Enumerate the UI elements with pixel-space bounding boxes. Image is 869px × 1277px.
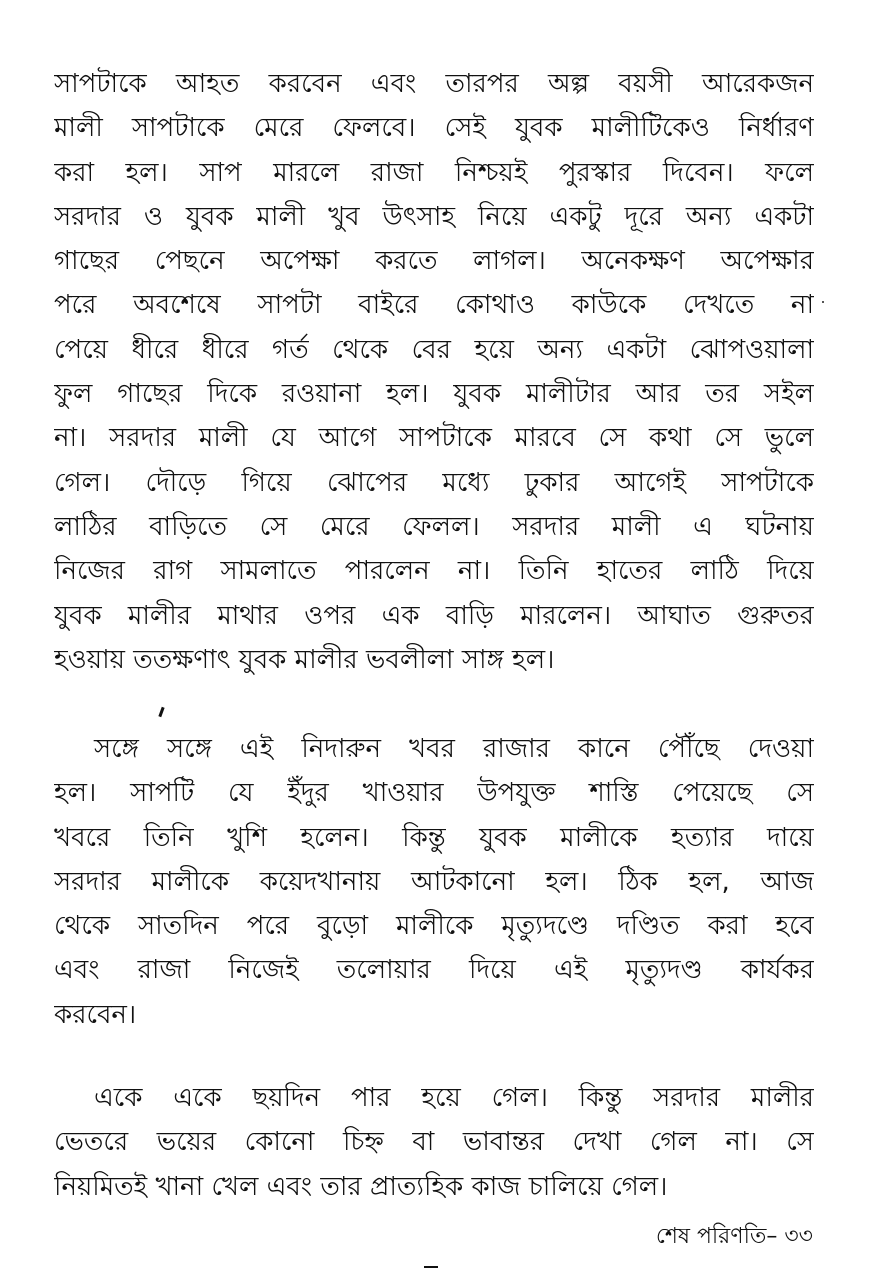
text-line: ফুল গাছের দিকে রওয়ানা হল। যুবক মালীটার আর তর সইল [54,379,814,410]
ink-mark [158,707,164,717]
text-line: করা হল। সাপ মারলে রাজা নিশ্চয়ই পুরস্কার দিবেন। ফলে [54,157,814,188]
running-footer-page-number: শেষ পরিণতি– ৩৩ [655,1224,813,1249]
text-line: হল। সাপটি যে ইঁদুর খাওয়ার উপযুক্ত শাস্তি পেয়েছে সে [54,778,814,809]
text-line: গাছের পেছনে অপেক্ষা করতে লাগল। অনেকক্ষণ অপেক্ষার [54,246,814,277]
text-line: পরে অবশেষে সাপটা বাইরে কোথাও কাউকে দেখতে না [54,290,814,321]
text-line: একে একে ছয়দিন পার হয়ে গেল। কিন্তু সরদার মালীর [94,1083,814,1113]
text-line: করবেন। [54,999,137,1030]
ink-dot [822,301,824,303]
ink-dash [424,1266,438,1268]
text-line: খবরে তিনি খুশি হলেন। কিন্তু যুবক মালীকে হত্যার দায়ে [54,822,814,853]
text-line: লাঠির বাড়িতে সে মেরে ফেলল। সরদার মালী এ ঘটনায় [54,511,814,542]
text-line: এবং রাজা নিজেই তলোয়ার দিয়ে এই মৃত্যুদণ্ড কার্যকর [54,955,814,986]
text-line: সঙ্গে সঙ্গে এই নিদারুন খবর রাজার কানে পৌঁছে দেওয়া [94,734,814,764]
text-line: না। সরদার মালী যে আগে সাপটাকে মারবে সে কথা সে ভুলে [54,423,814,454]
text-line: যুবক মালীর মাথার ওপর এক বাড়ি মারলেন। আঘাত গুরুতর [54,600,814,631]
text-line: সরদার ও যুবক মালী খুব উৎসাহ নিয়ে একটু দূরে অন্য একটা [54,201,814,232]
paragraph-3 [54,1076,814,1209]
text-line: সাপটাকে আহত করবেন এবং তারপর অল্প বয়সী আরেকজন [54,69,814,99]
text-line: হওয়ায় ততক্ষণাৎ যুবক মালীর ভবলীলা সাঙ্গ হল। [54,644,555,675]
text-line: গেল। দৌড়ে গিয়ে ঝোপের মধ্যে ঢুকার আগেই সাপটাকে [54,467,814,498]
text-line: সরদার মালীকে কয়েদখানায় আটকানো হল। ঠিক হল, আজ [54,866,814,897]
text-line: ভেতরে ভয়ের কোনো চিহ্ন বা ভাবান্তর দেখা গেল না। সে [54,1127,814,1158]
paragraph-2 [54,727,814,1037]
text-line: নিজের রাগ সামলাতে পারলেন না। তিনি হাতের লাঠি দিয়ে [54,556,814,587]
text-line: মালী সাপটাকে মেরে ফেলবে। সেই যুবক মালীটিকেও নির্ধারণ [54,113,814,144]
text-line: পেয়ে ধীরে ধীরে গর্ত থেকে বের হয়ে অন্য একটা ঝোপওয়ালা [54,334,814,365]
paragraph-1 [54,62,814,682]
text-line: থেকে সাতদিন পরে বুড়ো মালীকে মৃত্যুদণ্ডে দণ্ডিত করা হবে [54,911,814,942]
text-line: নিয়মিতই খানা খেল এবং তার প্রাত্যহিক কাজ চালিয়ে গেল। [54,1171,668,1202]
